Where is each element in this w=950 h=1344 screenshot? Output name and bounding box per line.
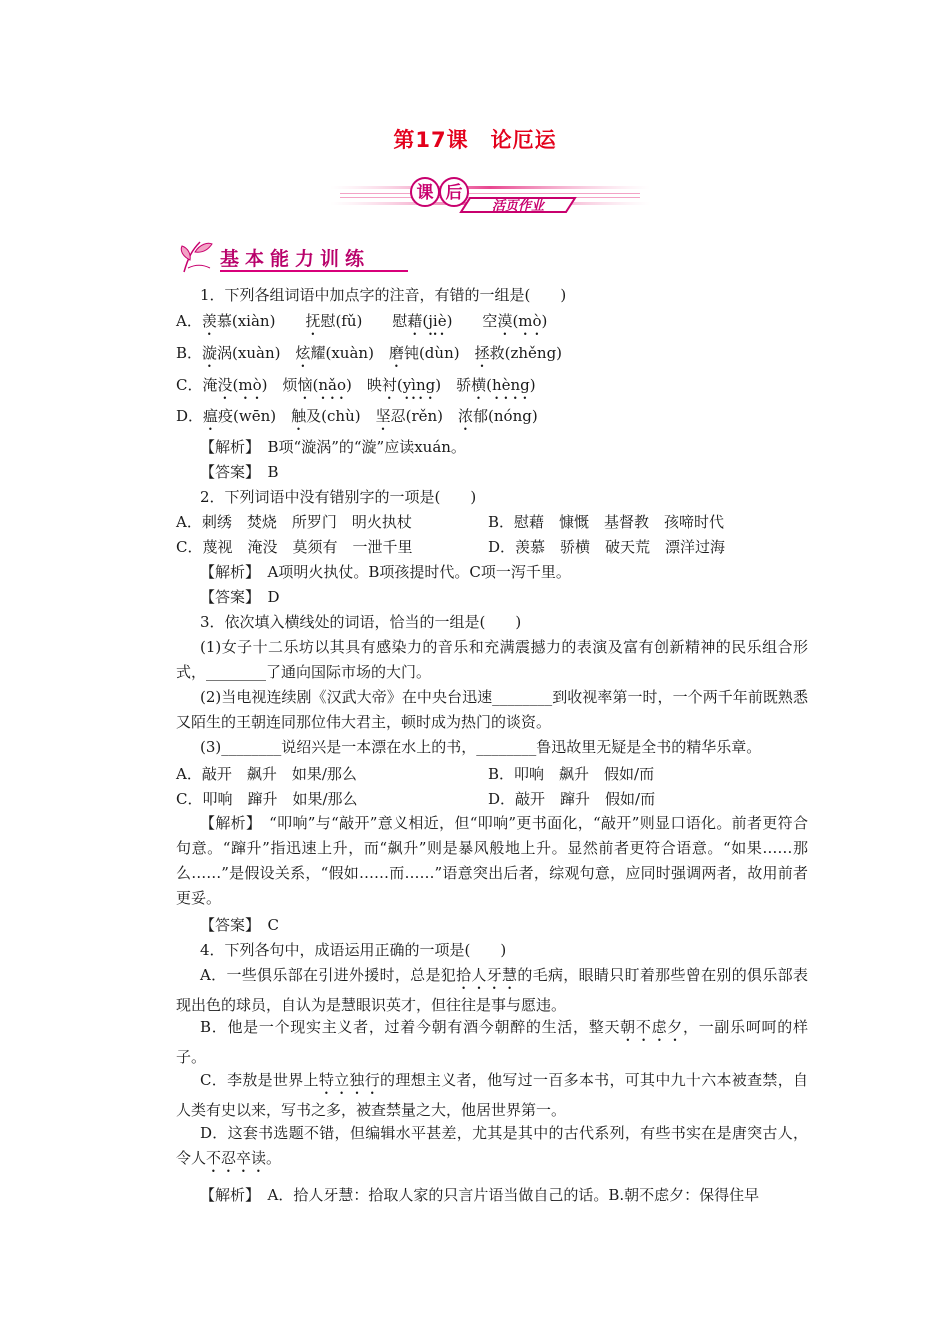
banner-subtitle: 活页作业 [491,199,545,214]
q2-answer: 【答案】 D [200,588,280,606]
section-heading [178,238,408,274]
q1-analysis: 【解析】 B项“漩涡”的“漩”应读xuán。 [200,438,466,456]
q1-answer: 【答案】 B [200,463,279,481]
q3-option-c: C．叩响 蹿升 如果/那么 [176,790,358,808]
q2-option-d: D．羡慕 骄横 破天荒 漂洋过海 [488,538,726,556]
q4-analysis: 【解析】 A．拾人牙慧：拾取人家的只言片语当做自己的话。B.朝不虑夕：保得住早 [200,1186,760,1204]
q2-option-a: A．刺绣 焚烧 所罗门 明火执杖 [176,513,412,531]
q3-option-b: B．叩响 飙升 假如/而 [488,765,655,783]
q3-sentence-1: (1)女子十二乐坊以其具有感染力的音乐和充满震撼力的表演及富有创新精神的民乐组合形式，________了通向国际市场的大门。 [176,638,808,681]
page-title: 第17课 论厄运 [393,128,557,152]
plant-icon [178,238,218,274]
q3-sentence-3: (3)________说绍兴是一本漂在水上的书，________鲁迅故里无疑是全书的精华乐章。 [200,738,762,756]
q1-stem: 1．下列各组词语中加点字的注音，有错的一组是( ) [200,286,567,304]
q3-analysis: 【解析】 “叩响”与“敲开”意义相近，但“叩响”更书面化，“敲开”则显口语化。前者更符合句意。“蹿升”指迅速上升，而“飙升”则是暴风般地上升。显然前者更符合语意。“如果……那么……”是假设关系，“假如……而……”语意突出后者，综观句意，应同时强调两者，故用前者更妥。 [176,814,808,907]
q1-option-d: D．瘟疫(wēn) 触及(chù) 坚忍(rěn) 浓郁(nóng) [176,407,538,425]
q1-option-b: B．漩涡(xuàn) 炫耀(xuàn) 磨钝(dùn) 拯救(zhěng) [176,344,563,362]
q2-option-c: C．蔑视 淹没 莫须有 一泄千里 [176,538,413,556]
section-title: 基本能力训练 [220,248,371,270]
q3-stem: 3．依次填入横线处的词语，恰当的一组是( ) [200,613,522,631]
q4-stem: 4．下列各句中，成语运用正确的一项是( ) [200,941,507,959]
banner-char-left: 课 [416,183,434,203]
q3-answer: 【答案】 C [200,916,279,934]
q4-option-b: B．他是一个现实主义者，过着今朝有酒今朝醉的生活，整天朝不虑夕，一副乐呵呵的样子。 [176,1018,808,1066]
q4-option-d: D．这套书选题不错，但编辑水平甚差，尤其是其中的古代系列，有些书实在是唐突古人，令人不忍卒读。 [176,1124,808,1167]
after-class-banner [330,172,650,218]
q1-option-c: C．淹没(mò) 烦恼(nǎo) 映衬(yìng) 骄横(hèng) [176,376,536,394]
q2-analysis: 【解析】 A项明火执仗。B项孩提时代。C项一泻千里。 [200,563,571,581]
q4-option-c: C．李敖是世界上特立独行的理想主义者，他写过一百多本书，可其中九十六本被查禁，自人类有史以来，写书之多，被查禁量之大，他居世界第一。 [176,1071,808,1119]
q2-stem: 2．下列词语中没有错别字的一项是( ) [200,488,477,506]
banner-char-right: 后 [445,183,463,203]
q1-option-a: A．羡慕(xiàn) 抚慰(fǔ) 慰藉(jiè) 空漠(mò) [176,312,548,330]
q2-option-b: B．慰藉 慷慨 基督教 孩啼时代 [488,513,725,531]
q3-option-d: D．敲开 蹿升 假如/而 [488,790,656,808]
section-underline [220,270,408,272]
q4-option-a: A．一些俱乐部在引进外援时，总是犯拾人牙慧的毛病，眼睛只盯着那些曾在别的俱乐部表现出色的球员，自认为是慧眼识英才，但往往是事与愿违。 [176,966,808,1014]
q3-sentence-2: (2)当电视连续剧《汉武大帝》在中央台迅速________到收视率第一时，一个两千年前既熟悉又陌生的王朝连同那位伟大君主，顿时成为热门的谈资。 [176,688,808,731]
q3-option-a: A．敲开 飙升 如果/那么 [176,765,357,783]
